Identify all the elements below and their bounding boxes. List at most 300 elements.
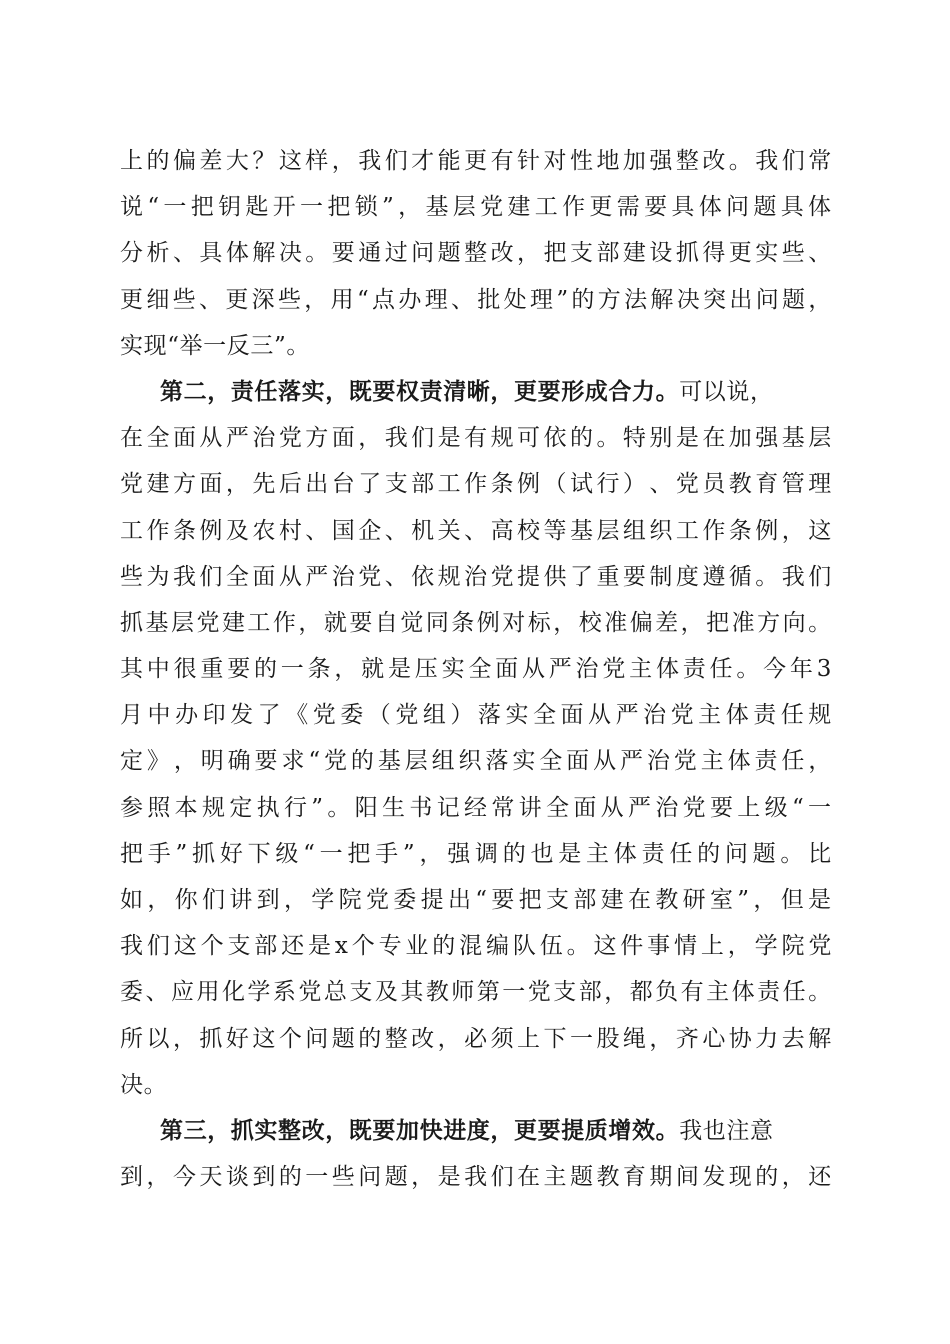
glyph: 主	[586, 840, 610, 867]
glyph: 到	[256, 887, 281, 913]
glyph: 部	[411, 471, 435, 498]
glyph: 。	[305, 240, 329, 267]
glyph: 组	[622, 517, 647, 544]
glyph: 可	[517, 425, 541, 452]
glyph: 具	[671, 194, 695, 221]
text-line	[120, 969, 832, 1015]
glyph: 用	[330, 286, 355, 313]
glyph: 抓	[192, 840, 216, 867]
glyph: 全	[546, 794, 570, 821]
glyph: 在	[120, 425, 144, 452]
glyph: 印	[202, 702, 227, 729]
glyph: 校	[517, 517, 541, 544]
glyph: 党	[278, 425, 303, 452]
glyph: 这	[593, 933, 618, 960]
glyph: 个	[351, 933, 376, 960]
glyph: 队	[512, 933, 537, 960]
glyph: 责	[757, 979, 781, 1006]
glyph: 条	[172, 517, 197, 544]
glyph: 差	[655, 609, 679, 636]
glyph: 整	[384, 1025, 409, 1052]
glyph: 企	[358, 517, 382, 544]
glyph: 室	[709, 887, 734, 913]
glyph: 就	[323, 609, 348, 636]
glyph: 都	[629, 979, 654, 1006]
glyph: 育	[755, 471, 779, 498]
glyph: 处	[503, 286, 528, 313]
glyph: 件	[620, 933, 644, 960]
text-run: 我也注意	[679, 1117, 774, 1144]
glyph: ，	[331, 148, 356, 174]
glyph: x	[334, 933, 349, 960]
text-line	[120, 692, 832, 738]
glyph: 规	[201, 794, 226, 821]
glyph: 支	[553, 979, 577, 1006]
glyph: 党	[298, 979, 322, 1006]
glyph: 任	[709, 656, 734, 683]
glyph: 治	[643, 702, 667, 729]
glyph: 全	[468, 656, 492, 683]
glyph: 党	[324, 748, 348, 775]
glyph: 循	[728, 563, 753, 590]
glyph: 突	[703, 286, 727, 313]
glyph: 把	[347, 840, 371, 867]
glyph: ，	[604, 979, 628, 1006]
glyph: 针	[517, 148, 541, 174]
glyph: 业	[405, 933, 430, 960]
text-run: 可以说，	[679, 378, 774, 405]
glyph: 规	[808, 702, 832, 729]
glyph: 党	[602, 656, 626, 683]
text-line	[120, 1016, 832, 1062]
glyph: 确	[227, 748, 252, 775]
text-line	[120, 554, 832, 600]
glyph: 问	[305, 1025, 329, 1052]
glyph: 们	[201, 887, 226, 913]
glyph: 建	[221, 609, 246, 636]
glyph: 实	[441, 656, 466, 683]
glyph: 主	[543, 1164, 568, 1191]
glyph: 面	[252, 563, 276, 590]
glyph: 级	[275, 840, 299, 867]
text-line	[120, 277, 832, 323]
glyph: 的	[569, 425, 594, 452]
glyph: 一	[305, 1164, 329, 1191]
glyph: 抓	[120, 609, 144, 636]
glyph: 性	[569, 148, 594, 174]
glyph: ，	[808, 286, 832, 313]
glyph: 建	[622, 240, 647, 267]
text-line	[120, 230, 832, 276]
glyph: 、	[808, 240, 832, 267]
glyph: 间	[675, 1164, 700, 1191]
glyph: 全	[539, 748, 563, 775]
glyph: 有	[490, 148, 515, 174]
glyph: 天	[199, 1164, 224, 1191]
glyph: 委	[120, 979, 144, 1006]
glyph: 改	[702, 148, 726, 174]
glyph: 级	[764, 794, 789, 821]
glyph: ，	[753, 887, 777, 913]
glyph: 条	[451, 609, 475, 636]
text-line	[120, 508, 832, 554]
glyph: 治	[646, 748, 671, 775]
glyph: ，	[649, 1025, 673, 1052]
glyph: 及	[225, 517, 250, 544]
glyph: 今	[172, 1164, 197, 1191]
glyph: 党	[196, 609, 221, 636]
glyph: 个	[278, 1025, 303, 1052]
glyph: 的	[278, 1164, 303, 1191]
glyph: 方	[757, 609, 781, 636]
glyph: 今	[763, 656, 787, 683]
glyph: 常	[808, 148, 832, 174]
glyph: 必	[464, 1025, 488, 1052]
glyph: 研	[682, 887, 707, 913]
glyph: ，	[304, 286, 328, 313]
glyph: ，	[419, 840, 444, 867]
glyph: 一	[300, 194, 324, 221]
glyph: 面	[573, 794, 597, 821]
glyph: 的	[502, 840, 527, 867]
glyph: （	[367, 702, 392, 729]
glyph: 全	[225, 563, 250, 590]
glyph: 织	[649, 517, 673, 544]
glyph: 这	[173, 933, 198, 960]
glyph: 生	[382, 794, 406, 821]
glyph: 落	[485, 748, 510, 775]
glyph: 部	[254, 933, 278, 960]
glyph: ，	[680, 609, 705, 636]
glyph: 差	[199, 148, 224, 174]
glyph: 些	[120, 563, 144, 590]
glyph: 上	[517, 1025, 541, 1052]
glyph: 严	[619, 748, 644, 775]
glyph: 发	[702, 1164, 726, 1191]
glyph: 记	[436, 794, 461, 821]
glyph: 股	[596, 1025, 621, 1052]
glyph: “	[308, 748, 321, 775]
glyph: 。	[736, 656, 760, 683]
glyph: 们	[384, 148, 409, 174]
glyph: 方	[305, 425, 329, 452]
glyph: 常	[491, 794, 515, 821]
glyph: 现	[728, 1164, 753, 1191]
glyph: “	[791, 794, 805, 821]
glyph: 第	[476, 979, 501, 1006]
glyph: 。	[808, 609, 832, 636]
glyph: 把	[518, 887, 543, 913]
glyph: 学	[311, 887, 335, 913]
glyph: 管	[781, 471, 806, 498]
glyph: 层	[596, 517, 621, 544]
glyph: 题	[569, 1164, 594, 1191]
glyph: 工	[675, 517, 700, 544]
glyph: 问	[755, 286, 780, 313]
glyph: 组	[431, 748, 456, 775]
glyph: 行	[596, 471, 621, 498]
glyph: 你	[174, 887, 199, 913]
glyph: 规	[490, 425, 515, 452]
glyph: 事	[647, 933, 671, 960]
glyph: 力	[755, 1025, 779, 1052]
glyph: “	[356, 286, 370, 313]
glyph: 齐	[675, 1025, 700, 1052]
glyph: 定	[229, 794, 253, 821]
text-line	[120, 369, 832, 415]
glyph: 这	[278, 148, 303, 174]
glyph: 比	[808, 840, 832, 867]
paragraph-1	[120, 138, 832, 369]
glyph: 要	[644, 194, 668, 221]
glyph: 基	[569, 517, 594, 544]
glyph: 出	[729, 286, 753, 313]
glyph: 主	[629, 656, 653, 683]
glyph: 建	[507, 194, 532, 221]
text-line	[120, 877, 832, 923]
text-line	[120, 923, 832, 969]
text-line: 实现“举一反三”。	[120, 332, 310, 359]
glyph: 其	[400, 979, 424, 1006]
glyph: 方	[597, 286, 622, 313]
glyph: 是	[437, 1164, 462, 1191]
glyph: 一	[280, 656, 305, 683]
glyph: 匙	[245, 194, 269, 221]
glyph: 钥	[218, 194, 242, 221]
glyph: 作	[702, 517, 726, 544]
glyph: 问	[724, 840, 749, 867]
glyph: 还	[808, 1164, 832, 1191]
glyph: 作	[562, 194, 586, 221]
glyph: 要	[331, 240, 356, 267]
glyph: 解	[808, 1025, 832, 1052]
glyph: 体	[731, 979, 756, 1006]
glyph: 准	[604, 609, 628, 636]
glyph: 支	[349, 979, 373, 1006]
glyph: 须	[490, 1025, 515, 1052]
glyph: 改	[490, 240, 515, 267]
glyph: 治	[252, 425, 276, 452]
glyph: 锁	[354, 194, 379, 221]
glyph: 这	[252, 1025, 276, 1052]
glyph: 手	[147, 840, 172, 867]
glyph: 手	[375, 840, 399, 867]
glyph: 任	[780, 702, 805, 729]
glyph: 才	[411, 148, 435, 174]
glyph: 们	[808, 563, 832, 590]
glyph: 理	[424, 286, 449, 313]
glyph: 国	[331, 517, 356, 544]
glyph: ，	[781, 517, 806, 544]
glyph: ？	[252, 148, 276, 174]
glyph: 面	[560, 702, 585, 729]
glyph: 支	[569, 240, 594, 267]
glyph: 全	[532, 702, 557, 729]
glyph: 一	[569, 1025, 594, 1052]
glyph: 村	[278, 517, 303, 544]
glyph: 实	[512, 748, 536, 775]
glyph: 是	[558, 840, 582, 867]
glyph: 我	[172, 563, 197, 590]
glyph: ，	[727, 933, 752, 960]
glyph: 严	[548, 656, 573, 683]
glyph: 压	[414, 656, 439, 683]
glyph: 把	[543, 240, 568, 267]
glyph: 出	[305, 471, 329, 498]
glyph: 决	[676, 286, 701, 313]
glyph: 在	[517, 1164, 541, 1191]
glyph: 度	[675, 563, 700, 590]
glyph: 了	[257, 702, 282, 729]
glyph: 治	[575, 656, 600, 683]
glyph: 支	[546, 887, 570, 913]
glyph: ，	[146, 1164, 171, 1191]
glyph: 依	[543, 425, 568, 452]
glyph: 机	[411, 517, 435, 544]
glyph: 组	[422, 702, 447, 729]
glyph: 负	[655, 979, 679, 1006]
glyph: 们	[781, 148, 806, 174]
glyph: 要	[491, 887, 515, 913]
glyph: 。	[780, 840, 804, 867]
glyph: 农	[252, 517, 276, 544]
glyph: ，	[398, 194, 422, 221]
glyph: 是	[437, 425, 462, 452]
glyph: 提	[517, 563, 541, 590]
glyph: 题	[331, 1025, 356, 1052]
glyph: 大	[225, 148, 250, 174]
glyph: 及	[374, 979, 399, 1006]
glyph: 党	[395, 702, 419, 729]
glyph: 、	[198, 286, 223, 313]
glyph: 专	[378, 933, 403, 960]
glyph: 例	[476, 609, 501, 636]
paragraph-3	[120, 1108, 832, 1200]
text-line	[120, 1154, 832, 1200]
glyph: 的	[755, 1164, 779, 1191]
section-heading-3: 第三，抓实整改，既要加快进度，更要提质增效。	[160, 1116, 680, 1144]
glyph: 体	[655, 656, 680, 683]
glyph: 阳	[354, 794, 379, 821]
glyph: 求	[281, 748, 306, 775]
glyph: 特	[622, 425, 647, 452]
glyph: 基	[145, 609, 170, 636]
glyph: 在	[627, 887, 652, 913]
text-line	[120, 1108, 832, 1154]
glyph: 、	[384, 517, 409, 544]
glyph: 我	[781, 563, 806, 590]
glyph: 应	[170, 979, 195, 1006]
glyph: 从	[588, 702, 612, 729]
glyph: 以	[146, 1025, 171, 1052]
glyph: 织	[458, 748, 483, 775]
glyph: 更	[225, 286, 249, 313]
glyph: 编	[486, 933, 510, 960]
glyph: 党	[527, 979, 552, 1006]
glyph: 任	[782, 979, 807, 1006]
glyph: 理	[808, 471, 832, 498]
glyph: 责	[641, 840, 666, 867]
glyph: 一	[163, 194, 188, 221]
glyph: 条	[728, 517, 753, 544]
text-line	[120, 184, 832, 230]
glyph: 分	[120, 240, 144, 267]
glyph: 些	[781, 240, 806, 267]
glyph: 好	[219, 840, 244, 867]
glyph: 还	[281, 933, 305, 960]
glyph: 关	[437, 517, 462, 544]
glyph: 责	[753, 702, 777, 729]
glyph: 依	[411, 563, 435, 590]
glyph: 们	[199, 563, 224, 590]
glyph: 些	[277, 286, 302, 313]
glyph: ，	[298, 609, 322, 636]
glyph: 总	[323, 979, 348, 1006]
glyph: 批	[477, 286, 501, 313]
glyph: 下	[543, 1025, 568, 1052]
glyph: 强	[649, 148, 673, 174]
glyph: ）	[450, 702, 474, 729]
glyph: ）	[622, 471, 647, 498]
glyph: 的	[571, 286, 596, 313]
glyph: 个	[200, 933, 225, 960]
glyph: 教	[728, 471, 753, 498]
glyph: 心	[702, 1025, 726, 1052]
glyph: 规	[437, 563, 462, 590]
glyph: 要	[622, 563, 647, 590]
glyph: 我	[120, 933, 144, 960]
glyph: 部	[596, 240, 621, 267]
glyph: 在	[702, 425, 726, 452]
glyph: 行	[283, 794, 308, 821]
glyph: 。	[327, 794, 351, 821]
glyph: 例	[517, 471, 541, 498]
glyph: 党	[358, 563, 382, 590]
glyph: 层	[808, 425, 832, 452]
glyph: 要	[227, 656, 251, 683]
glyph: 院	[338, 887, 363, 913]
glyph: ，	[437, 1025, 462, 1052]
glyph: 一	[808, 794, 832, 821]
glyph: 点	[372, 286, 396, 313]
glyph: 强	[447, 840, 471, 867]
glyph: 很	[173, 656, 198, 683]
glyph: 。	[755, 563, 779, 590]
glyph: 实	[505, 702, 530, 729]
glyph: 为	[146, 563, 171, 590]
glyph: 好	[225, 1025, 250, 1052]
glyph: 从	[278, 563, 303, 590]
glyph: 决	[278, 240, 303, 267]
glyph: 题	[437, 240, 462, 267]
glyph: 体	[225, 240, 250, 267]
section-heading-2: 第二，责任落实，既要权责清晰，更要形成合力。	[160, 377, 680, 405]
glyph: “	[303, 840, 316, 867]
glyph: 更	[120, 286, 144, 313]
glyph: 是	[675, 425, 700, 452]
glyph: 、	[172, 240, 197, 267]
glyph: 办	[398, 286, 422, 313]
glyph: 一	[502, 979, 526, 1006]
glyph: 《	[285, 702, 309, 729]
glyph: 同	[425, 609, 450, 636]
glyph: 体	[613, 840, 638, 867]
glyph: 到	[252, 1164, 276, 1191]
glyph: 基	[781, 425, 806, 452]
glyph: ，	[147, 887, 171, 913]
glyph: 治	[331, 563, 356, 590]
glyph: 层	[404, 748, 429, 775]
